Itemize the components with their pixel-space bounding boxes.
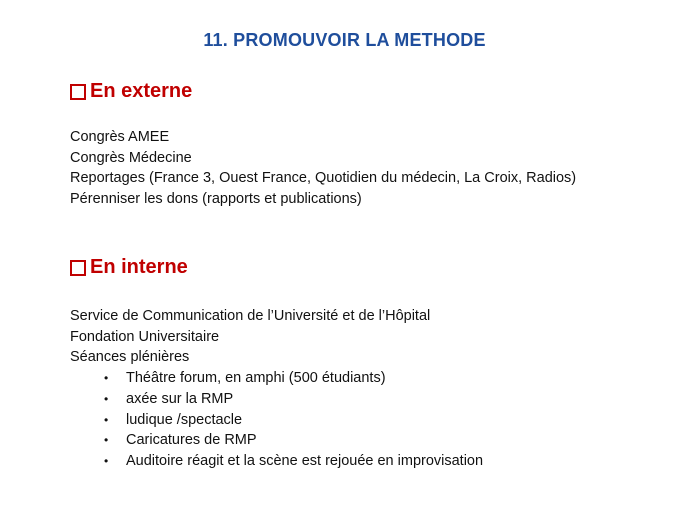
section-heading-label: En interne	[90, 256, 188, 278]
bullet-icon: •	[104, 371, 109, 385]
checkbox-icon	[70, 260, 86, 276]
sub-list-item-text: axée sur la RMP	[126, 390, 234, 407]
list-item: Pérenniser les dons (rapports et publications)	[70, 190, 362, 207]
list-item: Congrès AMEE	[70, 129, 170, 145]
sub-list-item-text: Caricatures de RMP	[126, 432, 257, 449]
internal-list	[70, 306, 430, 368]
section-heading-label: En externe	[90, 80, 193, 102]
sub-list-item-text: Auditoire réagit et la scène est rejouée en improvisation	[126, 453, 484, 470]
list-item: Reportages (France 3, Ouest France, Quotidien du médecin, La Croix, Radios)	[70, 170, 577, 186]
sub-list-item	[104, 430, 483, 451]
bullet-icon: •	[104, 391, 109, 406]
bullet-icon: •	[104, 433, 109, 448]
external-list	[70, 127, 576, 209]
sub-list-item	[104, 410, 483, 431]
list-item: Service de Communication de l’Université et de l’Hôpital	[70, 308, 431, 324]
section-heading-external	[70, 80, 192, 103]
sub-list-item-text: Théâtre forum, en amphi (500 étudiants)	[126, 370, 386, 386]
list-item: Fondation Universitaire	[70, 328, 220, 345]
checkbox-icon	[70, 84, 86, 100]
sub-list-item	[104, 451, 483, 472]
bullet-icon: •	[104, 412, 109, 427]
list-item: Congrès Médecine	[70, 149, 192, 166]
list-item: Séances plénières	[70, 349, 190, 365]
internal-sub-list	[104, 368, 483, 472]
slide-title: 11. PROMOUVOIR LA METHODE	[203, 30, 486, 50]
sub-list-item-text: ludique /spectacle	[126, 411, 243, 428]
bullet-icon: •	[104, 454, 109, 469]
sub-list-item	[104, 368, 483, 389]
sub-list-item	[104, 389, 483, 410]
section-heading-internal	[70, 256, 188, 279]
